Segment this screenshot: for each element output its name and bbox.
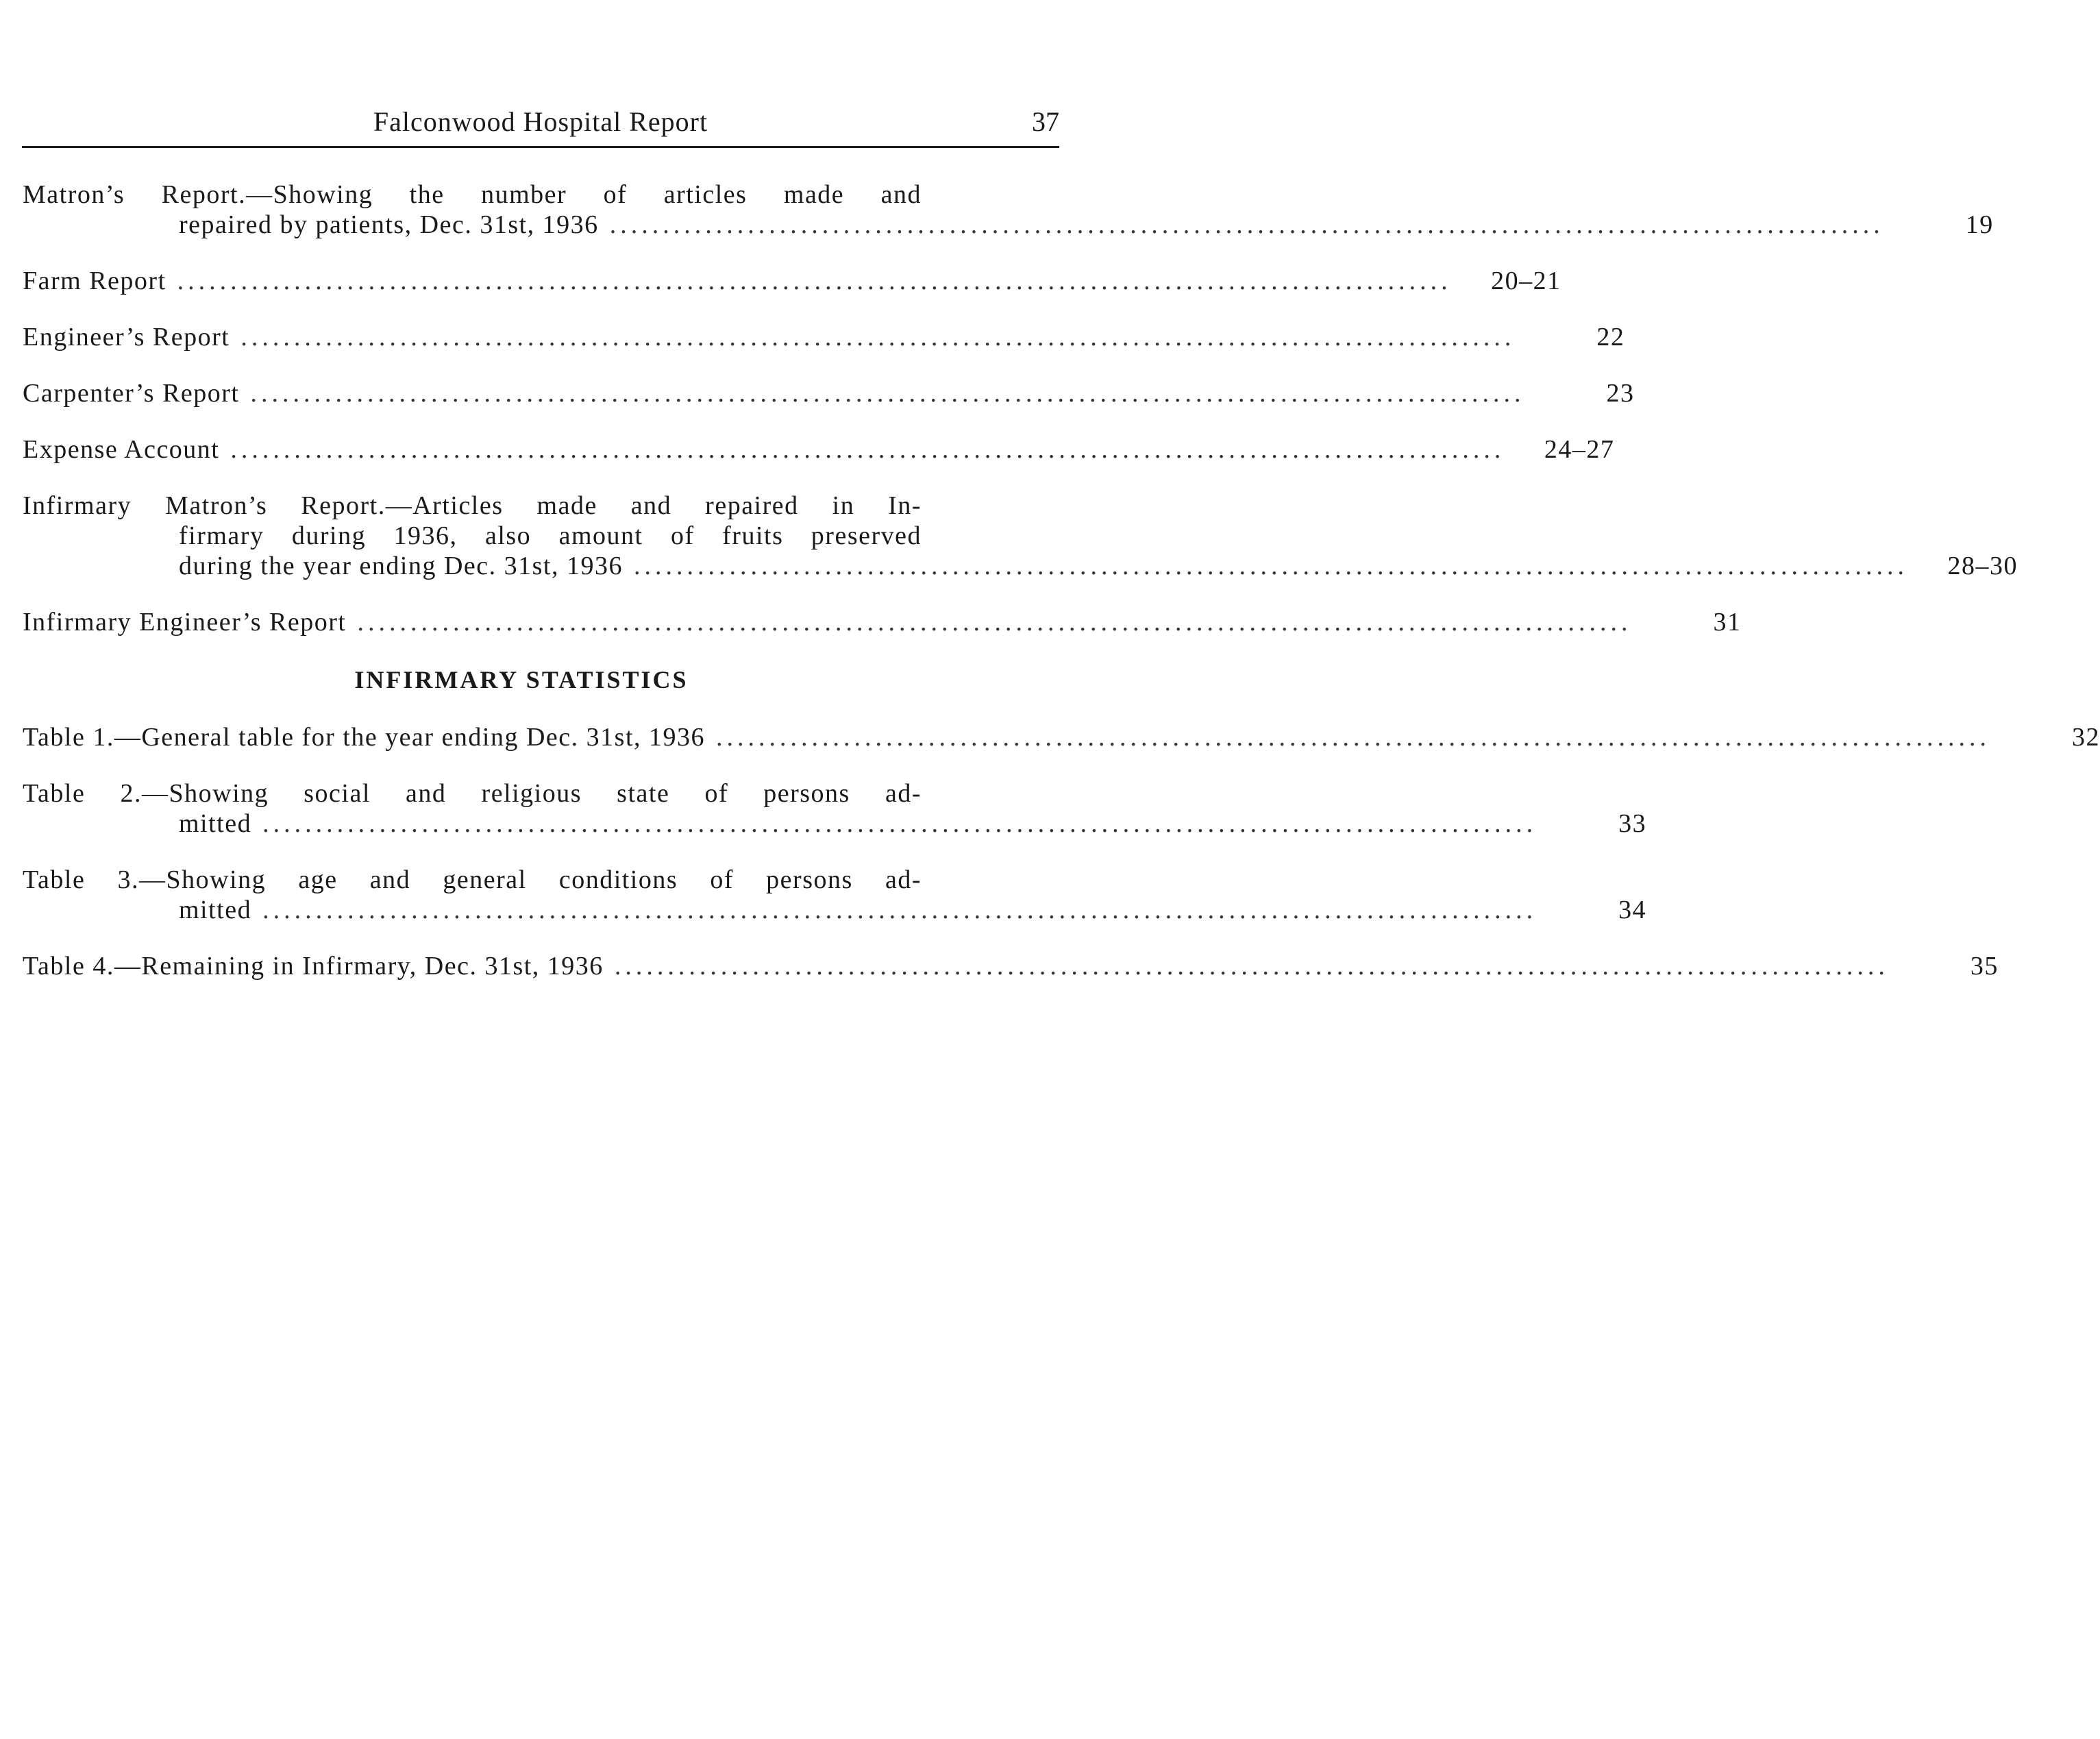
- leader-dots: ........................................................................................................................: [240, 323, 1516, 352]
- toc-entry-engineers-report: [23, 322, 1625, 352]
- toc-page-number: 22: [1596, 323, 1625, 352]
- toc-entry-infirmary-matrons-report: [23, 491, 2018, 581]
- toc-entry-text: Table 3.—Showing age and general conditions of persons ad-: [23, 865, 922, 894]
- toc-page-number: 19: [1965, 210, 1994, 239]
- toc-entry-table-4: [23, 951, 1999, 981]
- toc-page-number: 24–27: [1544, 435, 1615, 464]
- toc-entry-text: Table 4.—Remaining in Infirmary, Dec. 31st, 1936: [23, 952, 604, 981]
- leader-dots: ........................................................................................................................: [614, 952, 1889, 981]
- toc-entry-farm-report: [23, 266, 1561, 296]
- toc-entry-table-2: [23, 778, 1647, 839]
- toc-entry-text: mitted: [179, 809, 252, 838]
- leader-dots: ........................................................................................................................: [716, 723, 1991, 752]
- toc-entry-text: repaired by patients, Dec. 31st, 1936: [179, 210, 599, 239]
- toc-page-number: 33: [1618, 809, 1647, 838]
- toc-entry-text: Table 1.—General table for the year ending Dec. 31st, 1936: [23, 723, 706, 752]
- toc-page-number: 20–21: [1491, 267, 1561, 295]
- toc-entry-text: Infirmary Matron’s Report.—Articles made and repaired in In-: [23, 491, 922, 520]
- leader-dots: ........................................................................................................................: [262, 896, 1537, 924]
- toc-entry-text: during the year ending Dec. 31st, 1936: [179, 552, 623, 580]
- toc-entry-text: mitted: [179, 896, 252, 924]
- toc-entry-text: Expense Account: [23, 435, 220, 464]
- leader-dots: ........................................................................................................................: [177, 267, 1452, 295]
- toc-entry-table-3: [23, 865, 1647, 925]
- toc-entry-text: Carpenter’s Report: [23, 379, 240, 408]
- toc-page-number: 31: [1713, 608, 1742, 637]
- toc-entry-text: Table 2.—Showing social and religious state of persons ad-: [23, 779, 922, 808]
- toc-entry-infirmary-engineers-report: [23, 607, 1742, 637]
- running-head-page-number: 37: [1032, 106, 1059, 137]
- toc-entry-text: Engineer’s Report: [23, 323, 230, 352]
- toc-entry-table-1: [23, 722, 2100, 752]
- toc-entry-expense-account: [23, 434, 1615, 465]
- toc-entry-text: firmary during 1936, also amount of fruits preserved: [179, 521, 922, 550]
- toc-entry-text: Matron’s Report.—Showing the number of articles made and: [23, 180, 922, 209]
- table-of-contents: [23, 180, 2100, 981]
- leader-dots: ........................................................................................................................: [230, 435, 1505, 464]
- toc-page-number: 32: [2072, 723, 2100, 752]
- toc-page-number: 23: [1606, 379, 1635, 408]
- toc-entry-text: Farm Report: [23, 267, 166, 295]
- running-head-title: Falconwood Hospital Report: [373, 106, 708, 137]
- leader-dots: ........................................................................................................................: [262, 809, 1537, 838]
- leader-dots: ........................................................................................................................: [357, 608, 1632, 637]
- toc-page-number: 28–30: [1947, 552, 2018, 580]
- leader-dots: ........................................................................................................................: [609, 210, 1884, 239]
- toc-entry-matrons-report: [23, 180, 1994, 240]
- running-head: [22, 104, 1059, 145]
- toc-entry-carpenters-report: [23, 378, 1635, 408]
- header-rule: [22, 146, 1059, 148]
- leader-dots: ........................................................................................................................: [250, 379, 1525, 408]
- toc-page-number: 35: [1970, 952, 1999, 981]
- toc-page-number: 34: [1618, 896, 1647, 924]
- section-heading: INFIRMARY STATISTICS: [354, 666, 689, 693]
- toc-entry-text: Infirmary Engineer’s Report: [23, 608, 347, 637]
- leader-dots: ........................................................................................................................: [633, 552, 1908, 580]
